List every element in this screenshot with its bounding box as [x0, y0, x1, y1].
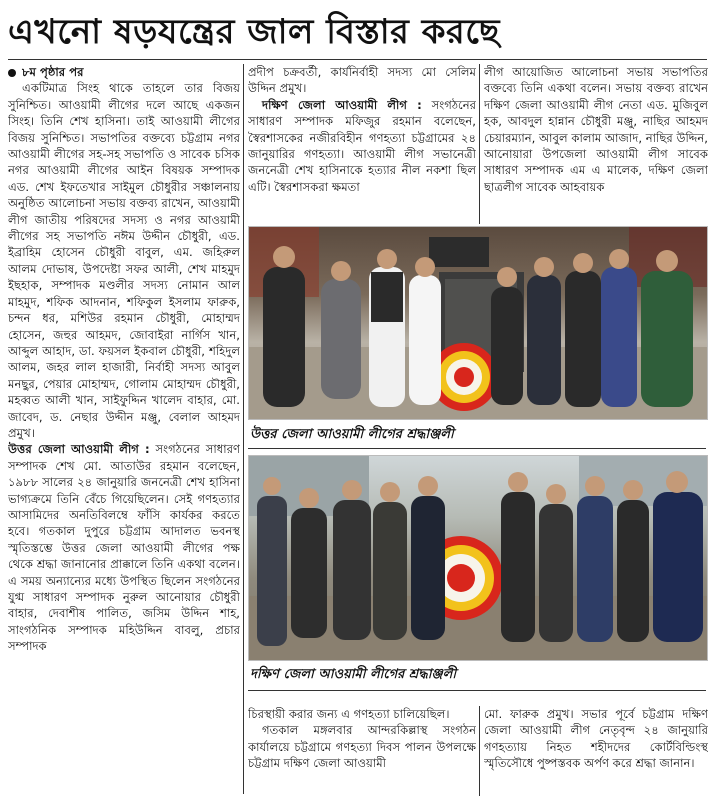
column-divider-3 [479, 706, 480, 796]
col2-bottom-paragraph-1: চিরস্থায়ী করার জন্য এ গণহত্যা চালিয়েছিল। [248, 707, 450, 721]
col3-bottom-paragraph-1: মো. ফারুক প্রমুখ। সভার পূর্বে চট্টগ্রাম দক্ষিণ জেলা আওয়ামী লীগ নেতৃবৃন্দ ২৪ জানুয়ারি গণহত্যায় নিহত শহীদদের কোর্টবিল্ডিংস্থ স্মৃতিসৌধে পুষ্পস্তবক অর্পণ করে শ্রদ্ধা জানান। [484, 707, 708, 771]
photo-south-district-tribute [248, 455, 708, 661]
subhead-north-district: উত্তর জেলা আওয়ামী লীগ : [8, 442, 150, 457]
col2-paragraph-1: প্রদীপ চক্রবর্তী, কার্যনির্বাহী সদস্য মো সেলিম উদ্দিন প্রমুখ। [248, 65, 476, 96]
photo-2-illustration [249, 456, 707, 660]
col1-paragraph-1: একটিমাত্র সিংহ থাকে তাহলে তার বিজয় সুনিশ্চিত। আওয়ামী লীগের দলে আছে একজন সিংহ। তিনি শেখ হাসিনা। তাই আওয়ামী লীগের বিজয় সুনিশ্চিত। সভাপতির বক্তব্যে চট্টগ্রাম নগর আওয়ামী লীগের সহ-সহ সভাপতি ও সাবেক চসিক নগর আওয়ামী লীগের আইন বিষয়ক সম্পাদক এড. শেখ ইফতেখার সাইমুল চৌধুরীর সঞ্চালনায় অনুষ্ঠিত আলোচনা সভায় বক্তব্য রাখেন, আওয়ামী লীগ জাতীয় পরিষদের সদস্য ও নগর আওয়ামী লীগের সহ সভাপতি নঈম উদ্দীন চৌধুরী, এড. ইব্রাহিম হোসেন চৌধুরী বাবুল, এম. জহিরুল আলম দোভাষ, উপদেষ্টা সফর আলী, শেখ মাহমুদ ইছহাক, সম্পাদক মণ্ডলীর সদস্য নোমান আল মাহমুদ, শফিক আদনান, শফিকুল ইসলাম ফারুক, চন্দন ধর, মশিউর রহমান চৌধুরী, মোহাম্মদ হোসেন, জহুর আহমদ, জোবাইরা নার্গিস খান, আব্দুল আহাদ, ডা. ফয়সল ইকবাল চৌধুরী, শহিদুল আলম, জহর লাল হাজারী, নির্বাহী সদস্য আবুল মনছুর, পেয়ার মোহাম্মদ, গোলাম মোহাম্মদ চৌধুরী, মহব্বত আলী খান, সাইফুদ্দিন খালেদ বাহার, মো. জাবেদ, ড. নেছার উদ্দীন মঞ্জু, বেলাল আহমদ প্রমুখ। [8, 81, 240, 440]
caption-1-rule [248, 448, 706, 449]
col2-paragraph-2: সংগঠনের সাধারণ সম্পাদক মফিজুর রহমান বলেছেন, স্বৈরশাসকের নজীরবিহীন গণহত্যা চট্টগ্রামের ২৪ জানুয়ারির গণহত্যা। আওয়ামী লীগ সভানেত্রী জননেত্রী শেখ হাসিনাকে হত্যার নীল নকশা ছিল এটি। স্বৈরশাসকরা ক্ষমতা [248, 97, 476, 194]
bullet-icon [8, 69, 16, 77]
continued-from-label: ৮ম পৃষ্ঠার পর [8, 64, 240, 80]
col2-bottom-paragraph-2: গতকাল মঙ্গলবার আন্দরকিল্লাস্থ সংগঠন কার্যালয়ে চট্টগ্রামে গণহত্যা দিবস পালন উপলক্ষে চট্টগ্রাম দক্ষিণ জেলা আওয়ামী [248, 723, 476, 771]
caption-2-rule [248, 690, 706, 691]
col1-section-2 [8, 441, 240, 654]
column-divider-1 [243, 64, 244, 794]
column-divider-2 [479, 64, 480, 224]
column-3-bottom [484, 706, 708, 796]
photo-1-caption: উত্তর জেলা আওয়ামী লীগের শ্রদ্ধাঞ্জলী [250, 427, 454, 442]
column-1 [8, 64, 240, 794]
photo-north-district-tribute [248, 226, 708, 420]
column-3-top [484, 64, 708, 224]
subhead-south-district: দক্ষিণ জেলা আওয়ামী লীগ : [262, 97, 422, 112]
column-2-top [248, 64, 476, 224]
col2-section-2 [248, 97, 476, 195]
photo-2-caption: দক্ষিণ জেলা আওয়ামী লীগের শ্রদ্ধাঞ্জলী [250, 667, 457, 682]
headline-rule [8, 59, 707, 60]
col3-paragraph-1: লীগ আয়োজিত আলোচনা সভায় সভাপতির বক্তব্যে তিনি একথা বলেন। সভায় বক্তব্য রাখেন দক্ষিণ জেলা আওয়ামী লীগ নেতা এড. মুজিবুল হক, আবদুল হান্নান চৌধুরী মঞ্জু, নাছির আহমদ চেয়ারম্যান, আবুল কালাম আজাদ, নাছির উদ্দিন, আনোয়ারা উপজেলা আওয়ামী লীগ সাবেক সাধারণ সম্পাদক এম এ মালেক, দক্ষিণ জেলা ছাত্রলীগ সাবেক আহবায়ক [484, 65, 708, 194]
column-2-bottom [248, 706, 476, 796]
col1-paragraph-2: সংগঠনের সাধারণ সম্পাদক শেখ মো. আতাউর রহমান বলেছেন, ১৯৮৮ সালের ২৪ জানুয়ারি জননেত্রী শেখ হাসিনা ভাগ্যক্রমে তিনি বেঁচে গিয়েছিলেন। সেই গণহত্যার আসামিদের অনতিবিলম্বে ফাঁসি কার্যকর করতে হবে। গতকাল দুপুরে চট্টগ্রাম আদালত ভবনস্থ স্মৃতিস্তম্ভে উত্তর জেলা আওয়ামী লীগের পক্ষ থেকে শ্রদ্ধা জানানোর প্রাক্কালে তিনি একথা বলেন। এ সময় অন্যান্যের মধ্যে উপস্থিত ছিলেন সংগঠনের যুগ্ম সাধারণ সম্পাদক নুরুল আনোয়ার চৌধুরী বাহার, দেবাশীষ পালিত, জসিম উদ্দিন শাহ, সাংগঠনিক সম্পাদক মহিউদ্দিন বাবলু, প্রচার সম্পাদক [8, 442, 240, 654]
photo-1-illustration [249, 227, 707, 419]
headline: এখনো ষড়যন্ত্রের জাল বিস্তার করছে [8, 12, 500, 52]
